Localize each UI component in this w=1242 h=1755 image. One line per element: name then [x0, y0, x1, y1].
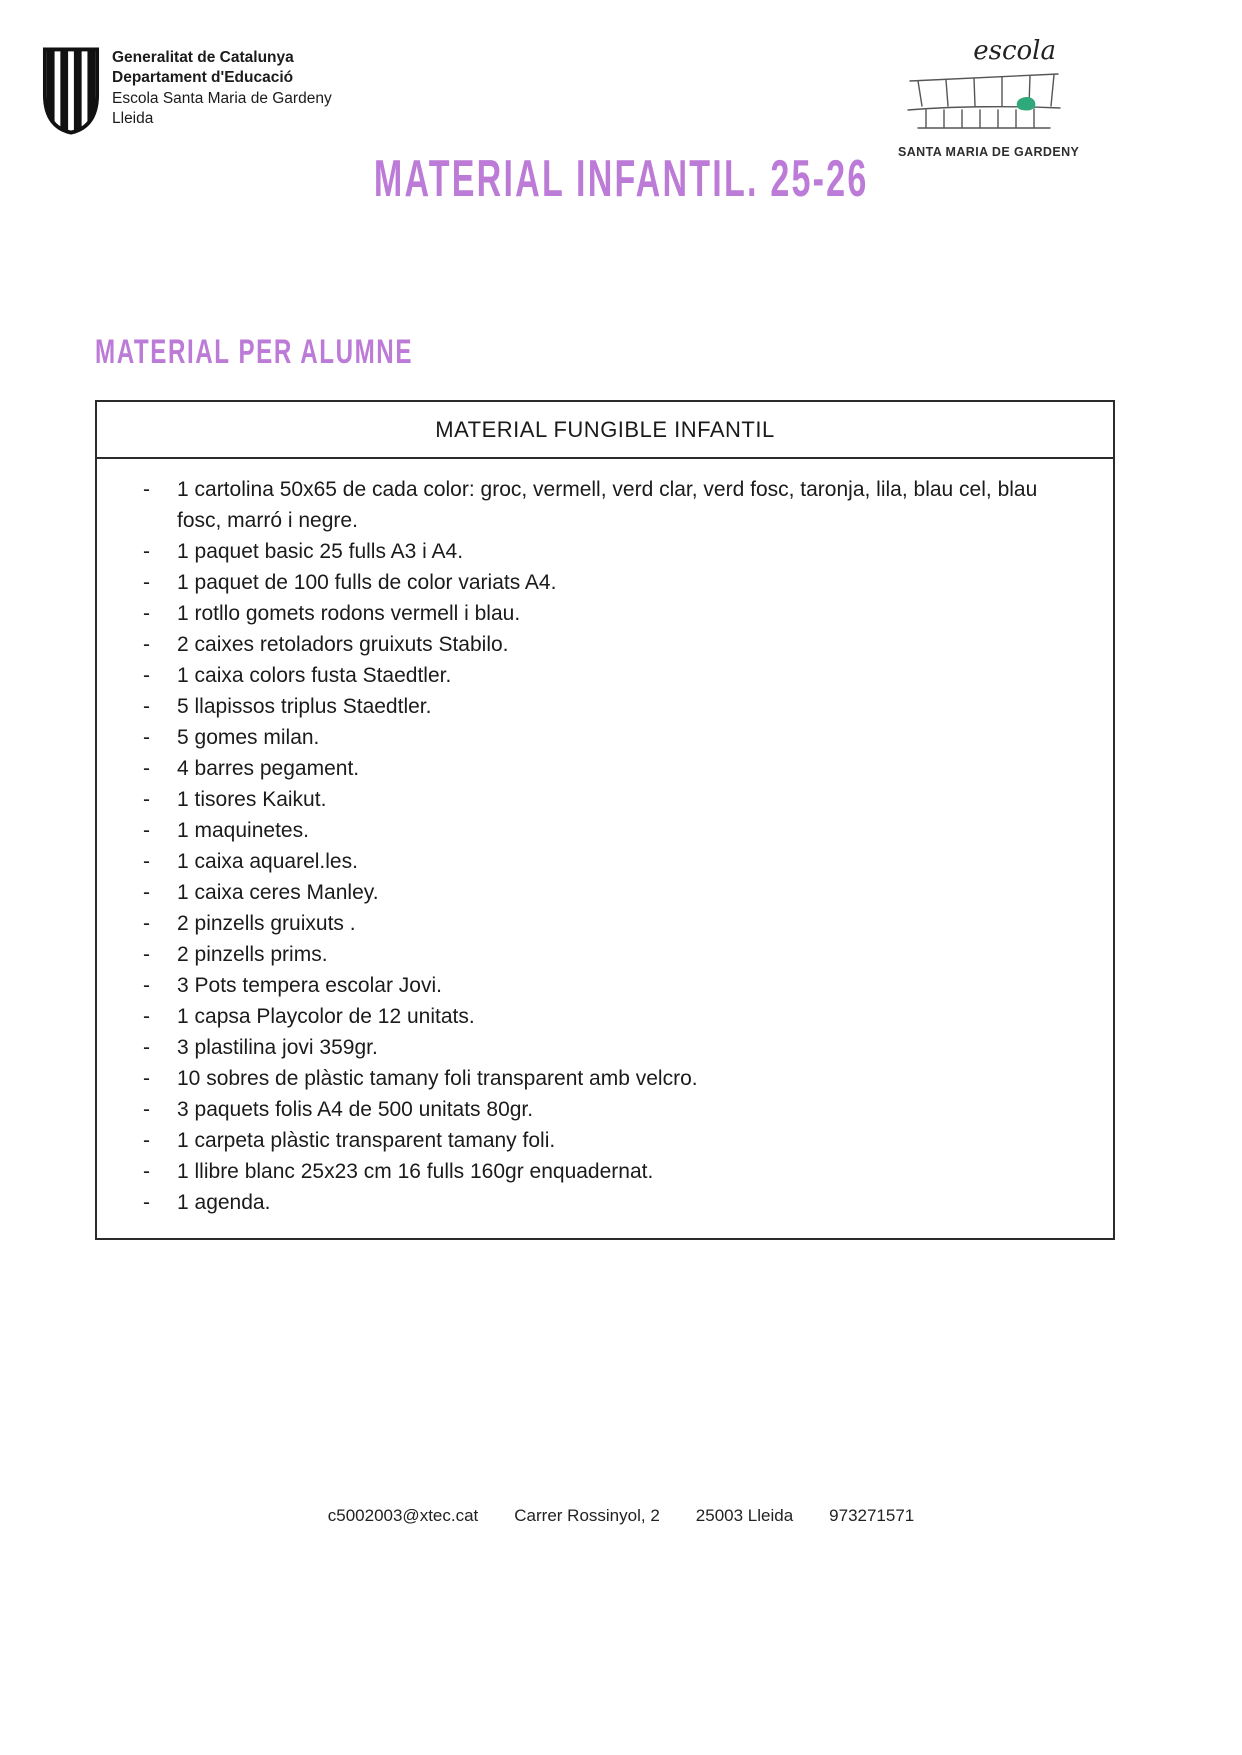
list-item-text: 3 paquets folis A4 de 500 unitats 80gr. — [177, 1098, 534, 1121]
title-wrap — [0, 148, 1242, 208]
list-item — [139, 691, 1073, 722]
list-item-text: 1 carpeta plàstic transparent tamany foli. — [177, 1129, 556, 1152]
list-item — [139, 722, 1073, 753]
generalitat-line2: Departament d'Educació — [112, 69, 294, 87]
generalitat-text — [112, 46, 332, 130]
footer-postal-city: 25003 Lleida — [695, 1506, 794, 1525]
list-item — [139, 753, 1073, 784]
generalitat-block — [42, 46, 332, 141]
list-item — [139, 1032, 1073, 1063]
list-item-text: 2 pinzells gruixuts . — [177, 912, 356, 935]
bullet-dash: - — [143, 1098, 150, 1121]
generalitat-line3: Escola Santa Maria de Gardeny — [112, 89, 332, 107]
materials-box-header: MATERIAL FUNGIBLE INFANTIL — [97, 402, 1113, 459]
materials-list — [97, 459, 1113, 1238]
list-item-text: 1 paquet de 100 fulls de color variats A4. — [177, 571, 557, 594]
list-item-text: 4 barres pegament. — [177, 757, 360, 780]
bullet-dash: - — [143, 788, 150, 811]
footer-email: c5002003@xtec.cat — [327, 1506, 479, 1525]
list-item-text: 1 capsa Playcolor de 12 unitats. — [177, 1005, 475, 1028]
bullet-dash: - — [143, 1191, 150, 1214]
list-item — [139, 1187, 1073, 1218]
footer-address: Carrer Rossinyol, 2 — [514, 1506, 660, 1525]
list-item-text: 1 agenda. — [177, 1191, 271, 1214]
list-item-text: 10 sobres de plàstic tamany foli transparent amb velcro. — [177, 1067, 698, 1090]
generalitat-line1: Generalitat de Catalunya — [112, 49, 294, 66]
list-item — [139, 1063, 1073, 1094]
list-item — [139, 474, 1073, 536]
bullet-dash: - — [143, 571, 150, 594]
bullet-dash: - — [143, 974, 150, 997]
list-item — [139, 660, 1073, 691]
school-logo-caption: SANTA MARIA DE GARDENY — [898, 145, 1080, 159]
list-item-text: 1 cartolina 50x65 de cada color: groc, vermell, verd clar, verd fosc, taronja, lila, blau cel, blau fosc, marró i negre. — [177, 478, 1038, 532]
school-logo-block — [898, 36, 1080, 159]
list-item-text: 2 caixes retoladors gruixuts Stabilo. — [177, 633, 509, 656]
bullet-dash: - — [143, 633, 150, 656]
page-footer — [0, 1506, 1242, 1526]
list-item-text: 1 rotllo gomets rodons vermell i blau. — [177, 602, 521, 625]
bullet-dash: - — [143, 602, 150, 625]
list-item — [139, 598, 1073, 629]
list-item — [139, 1001, 1073, 1032]
bullet-dash: - — [143, 850, 150, 873]
bullet-dash: - — [143, 1005, 150, 1028]
footer-phone: 973271571 — [829, 1506, 915, 1525]
list-item-text: 1 llibre blanc 25x23 cm 16 fulls 160gr enquadernat. — [177, 1160, 654, 1183]
list-item — [139, 1125, 1073, 1156]
list-item — [139, 908, 1073, 939]
school-building-icon — [902, 123, 1066, 140]
list-item — [139, 877, 1073, 908]
list-item-text: 3 plastilina jovi 359gr. — [177, 1036, 378, 1059]
list-item — [139, 846, 1073, 877]
list-item — [139, 536, 1073, 567]
bullet-dash: - — [143, 726, 150, 749]
school-logo-script-text: escola — [973, 36, 1056, 66]
section-heading: MATERIAL PER ALUMNE — [95, 332, 414, 371]
bullet-dash: - — [143, 1129, 150, 1152]
list-item — [139, 629, 1073, 660]
list-item-text: 5 llapissos triplus Staedtler. — [177, 695, 432, 718]
bullet-dash: - — [143, 540, 150, 563]
list-item-text: 2 pinzells prims. — [177, 943, 328, 966]
bullet-dash: - — [143, 912, 150, 935]
bullet-dash: - — [143, 1067, 150, 1090]
list-item — [139, 939, 1073, 970]
generalitat-shield-icon — [42, 46, 100, 141]
list-item — [139, 1094, 1073, 1125]
list-item-text: 5 gomes milan. — [177, 726, 320, 749]
bullet-dash: - — [143, 757, 150, 780]
bullet-dash: - — [143, 1160, 150, 1183]
bullet-dash: - — [143, 478, 150, 501]
list-item — [139, 567, 1073, 598]
list-item-text: 1 maquinetes. — [177, 819, 309, 842]
generalitat-line4: Lleida — [112, 110, 154, 128]
list-item-text: 1 caixa colors fusta Staedtler. — [177, 664, 452, 687]
list-item-text: 1 paquet basic 25 fulls A3 i A4. — [177, 540, 464, 563]
bullet-dash: - — [143, 1036, 150, 1059]
bullet-dash: - — [143, 695, 150, 718]
bullet-dash: - — [143, 881, 150, 904]
bullet-dash: - — [143, 943, 150, 966]
bullet-dash: - — [143, 664, 150, 687]
bullet-dash: - — [143, 819, 150, 842]
page-title: MATERIAL INFANTIL. 25-26 — [373, 149, 869, 208]
list-item-text: 1 caixa aquarel.les. — [177, 850, 358, 873]
list-item — [139, 815, 1073, 846]
list-item — [139, 1156, 1073, 1187]
list-item — [139, 970, 1073, 1001]
list-item-text: 1 tisores Kaikut. — [177, 788, 327, 811]
list-item-text: 3 Pots tempera escolar Jovi. — [177, 974, 442, 997]
materials-box — [95, 400, 1115, 1240]
list-item — [139, 784, 1073, 815]
list-item-text: 1 caixa ceres Manley. — [177, 881, 379, 904]
